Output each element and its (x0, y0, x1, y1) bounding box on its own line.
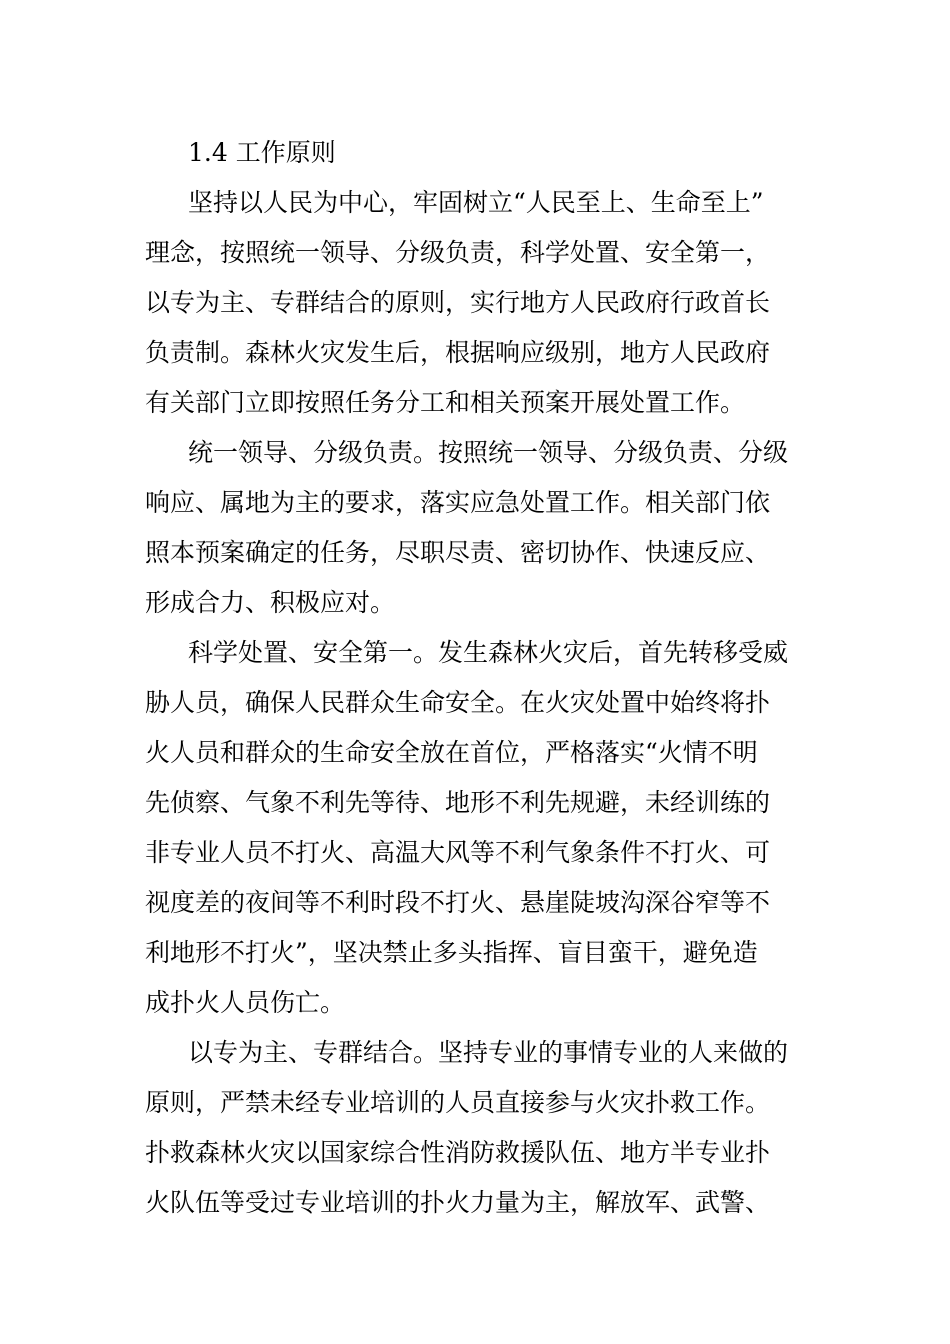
text-line: 胁人员，确保人民群众生命安全。在火灾处置中始终将扑 (145, 688, 771, 717)
document-body (145, 128, 810, 1228)
text-line: 火人员和群众的生命安全放在首位，严格落实“火情不明 (145, 738, 758, 767)
text-line: 统一领导、分级负责。按照统一领导、分级负责、分级 (188, 438, 789, 467)
text-line: 视度差的夜间等不利时段不打火、悬崖陡坡沟深谷窄等不 (145, 888, 771, 917)
text-line: 原则，严禁未经专业培训的人员直接参与火灾扑救工作。 (145, 1088, 771, 1117)
text-line: 以专为主、专群结合。坚持专业的事情专业的人来做的 (188, 1038, 789, 1067)
text-line: 扑救森林火灾以国家综合性消防救援队伍、地方半专业扑 (145, 1138, 771, 1167)
paragraph-scientific-safety (145, 628, 810, 1028)
paragraph-unified-leadership (145, 428, 810, 628)
text-line: 非专业人员不打火、高温大风等不利气象条件不打火、可 (145, 838, 771, 867)
text-line: 有关部门立即按照任务分工和相关预案开展处置工作。 (145, 388, 746, 417)
text-line: 利地形不打火”，坚决禁止多头指挥、盲目蛮干，避免造 (145, 938, 758, 967)
text-line: 坚持以人民为中心，牢固树立“人民至上、生命至上” (188, 188, 764, 217)
text-line: 形成合力、积极应对。 (145, 588, 396, 617)
section-heading: 1.4 工作原则 (188, 138, 336, 167)
text-line: 负责制。森林火灾发生后，根据响应级别，地方人民政府 (145, 338, 771, 367)
paragraph-principles-intro (145, 178, 810, 428)
text-line: 响应、属地为主的要求，落实应急处置工作。相关部门依 (145, 488, 771, 517)
text-line: 科学处置、安全第一。发生森林火灾后，首先转移受威 (188, 638, 789, 667)
paragraph-professional-main (145, 1028, 810, 1228)
text-line: 以专为主、专群结合的原则，实行地方人民政府行政首长 (145, 288, 771, 317)
text-line: 照本预案确定的任务，尽职尽责、密切协作、快速反应、 (145, 538, 771, 567)
text-line: 先侦察、气象不利先等待、地形不利先规避，未经训练的 (145, 788, 771, 817)
text-line: 成扑火人员伤亡。 (145, 988, 346, 1017)
text-line: 火队伍等受过专业培训的扑火力量为主，解放军、武警、 (145, 1188, 771, 1217)
text-line: 理念，按照统一领导、分级负责，科学处置、安全第一， (145, 238, 771, 267)
